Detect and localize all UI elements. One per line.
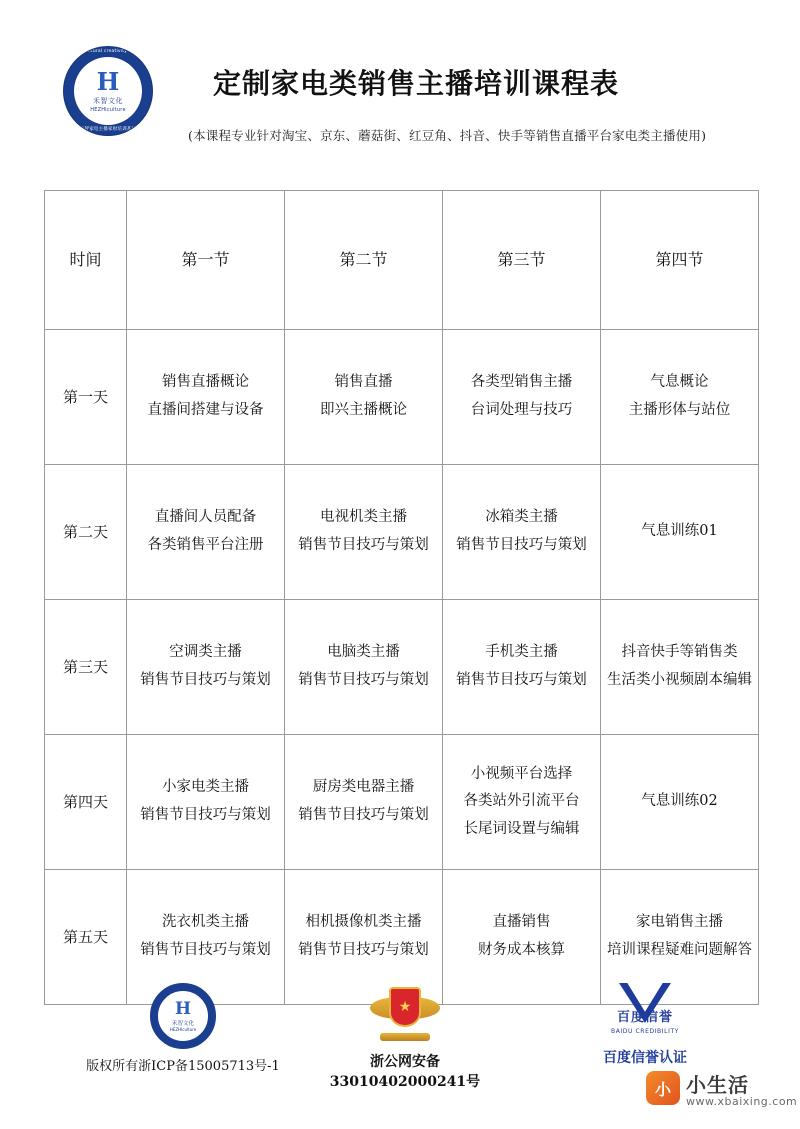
session-cell [285,465,443,600]
session-line: 家电销售主播 [636,914,723,931]
session-cell [285,330,443,465]
session-cell [601,330,759,465]
schedule-table [44,190,759,1005]
session-line: 直播销售 [492,914,551,931]
baidu-badge-line1: 百度信誉 [616,1010,673,1025]
session-line: 气息概论 [650,374,709,391]
session-cell [601,735,759,870]
session-cell [601,465,759,600]
session-line: 电视机类主播 [320,509,407,526]
column-header-2: 第二节 [285,191,443,330]
session-line: 洗衣机类主播 [162,914,249,931]
session-cell [443,465,601,600]
watermark-logo-icon: 小 [646,1071,680,1105]
session-line: 厨房类电器主播 [312,779,415,796]
session-line: 气息训练01 [641,523,718,540]
table-row [45,465,759,600]
table-row [45,600,759,735]
session-line: 销售节目技巧与策划 [140,672,271,688]
session-line: 电脑类主播 [327,644,400,661]
session-line: 生活类小视频剧本编辑 [607,672,752,688]
session-line: 销售直播 [334,374,393,391]
session-line: 培训课程疑难问题解答 [607,942,752,958]
watermark-title: 小生活 [686,1073,749,1097]
logo-company-en: HEZHIculture [90,106,126,113]
session-cell [285,735,443,870]
session-line: 冰箱类主播 [485,509,558,526]
day-label: 第一天 [45,330,127,465]
seal-company-cn: 禾智文化 [171,1020,194,1027]
page-title: 定制家电类销售主播培训课程表 [213,67,620,100]
logo-mark: H [96,66,120,96]
session-cell [127,735,285,870]
session-line: 销售直播概论 [162,374,249,391]
column-header-0: 时间 [45,191,127,330]
session-line: 空调类主播 [169,644,242,661]
icp-caption: 版权所有浙ICP备15005713号-1 [86,1059,280,1074]
session-line: 各类型销售主播 [470,374,573,391]
session-line: 长尾词设置与编辑 [463,820,580,837]
session-line: 直播间人员配备 [154,509,257,526]
session-cell [127,600,285,735]
footer-item-icp [78,983,288,1074]
session-line: 小视频平台选择 [470,765,573,782]
day-label: 第五天 [45,870,127,1005]
session-line: 销售节目技巧与策划 [298,942,429,958]
baidu-badge-line2: BAIDU CREDIBILITY [611,1028,679,1035]
session-line: 销售节目技巧与策划 [298,807,429,823]
site-watermark [646,1069,798,1119]
session-line: 各类销售平台注册 [147,537,264,553]
session-line: 小家电类主播 [162,779,249,796]
seal-company-en: HEZHIculture [169,1026,197,1032]
table-header-row [45,191,759,330]
baidu-credibility-icon [603,983,687,1041]
session-cell [443,735,601,870]
session-line: 台词处理与技巧 [470,402,573,418]
document-header [48,42,752,152]
session-cell [285,600,443,735]
logo-ring-top-text: Hezhi cultural creativity Co., Ltd [68,49,148,54]
session-line: 销售节目技巧与策划 [456,537,587,553]
session-line: 直播间搭建与设备 [147,402,264,418]
police-record-caption: 浙公网安备 33010402000241号 [329,1054,481,1090]
session-line: 销售节目技巧与策划 [298,537,429,553]
table-row [45,735,759,870]
session-cell [443,600,601,735]
logo-inner [74,57,142,125]
session-line: 销售节目技巧与策划 [140,807,271,823]
police-shield [389,987,421,1027]
day-label: 第三天 [45,600,127,735]
session-cell [601,600,759,735]
session-line: 即兴主播概论 [320,402,407,418]
day-label: 第二天 [45,465,127,600]
session-line: 相机摄像机类主播 [305,914,422,931]
session-line: 财务成本核算 [478,942,565,958]
table-row [45,330,759,465]
baidu-caption: 百度信誉认证 [603,1050,687,1066]
page-subtitle: (本课程专业针对淘宝、京东、蘑菇街、红豆角、抖音、快手等销售直播平台家电类主播使用) [188,128,707,143]
police-emblem-icon [370,983,440,1045]
seal-mark: H [174,998,192,1019]
session-line: 主播形体与站位 [628,402,731,418]
day-label: 第四天 [45,735,127,870]
watermark-url: www.xbaixing.com [686,1095,798,1108]
session-line: 各类站外引流平台 [463,793,580,810]
police-base [380,1033,430,1041]
session-line: 销售节目技巧与策划 [298,672,429,688]
session-line: 气息训练02 [641,793,718,810]
session-cell [127,330,285,465]
column-header-1: 第一节 [127,191,285,330]
column-header-3: 第三节 [443,191,601,330]
session-line: 手机类主播 [485,644,558,661]
company-seal-icon [150,983,216,1049]
session-line: 销售节目技巧与策划 [140,942,271,958]
column-header-4: 第四节 [601,191,759,330]
session-line: 销售节目技巧与策划 [456,672,587,688]
logo-ring-bottom-text: 禾智家电主播家财培训基地 [79,126,137,132]
footer-item-police [300,983,510,1091]
company-logo [63,46,153,136]
session-line: 抖音快手等销售类 [621,644,738,661]
session-cell [127,465,285,600]
footer-item-baidu [540,983,750,1067]
logo-company-cn: 禾智文化 [93,96,123,105]
session-cell [443,330,601,465]
